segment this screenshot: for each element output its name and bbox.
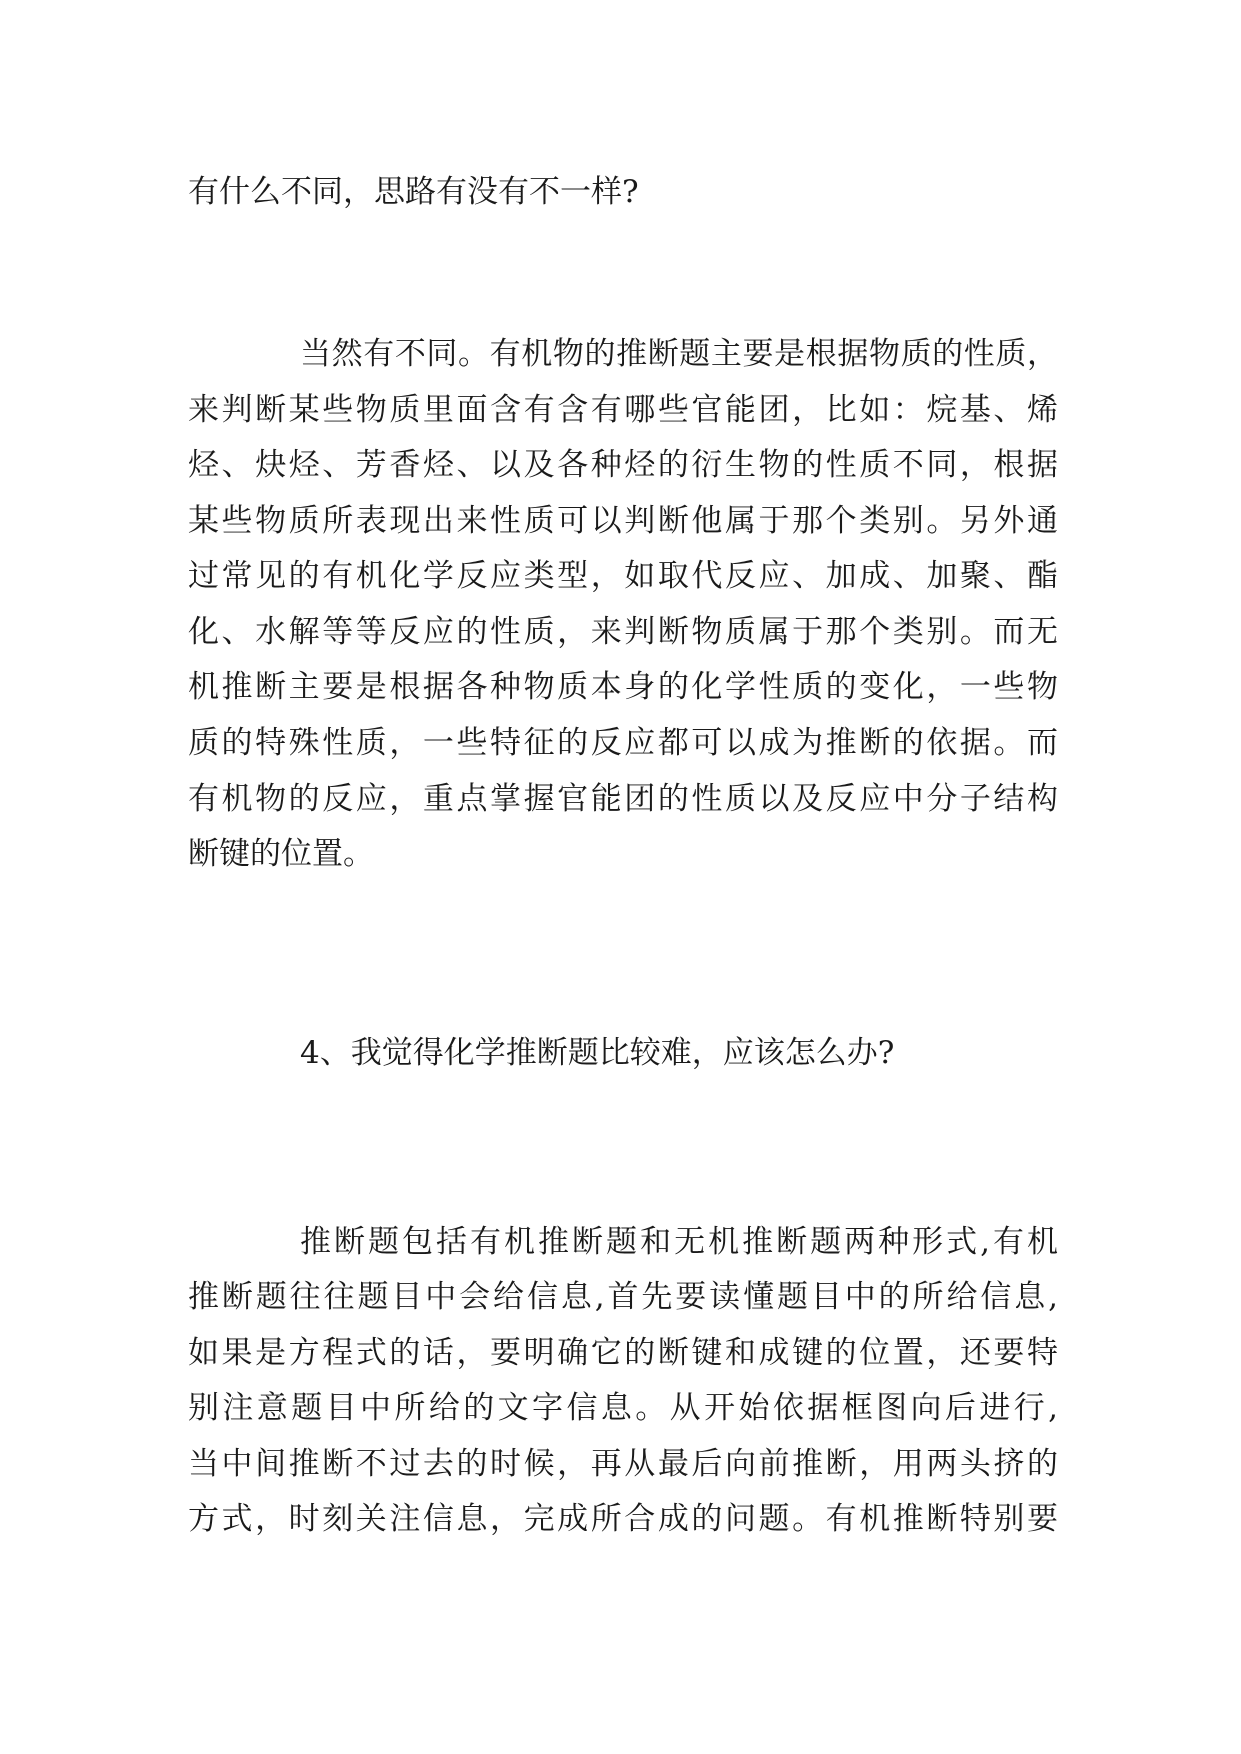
text-line: 某些物质所表现出来性质可以判断他属于那个类别。另外通 <box>188 503 1058 539</box>
text-line: 方式，时刻关注信息，完成所合成的问题。有机推断特别要 <box>188 1501 1058 1537</box>
paragraph-first-line: 当然有不同。有机物的推断题主要是根据物质的性质， <box>300 336 1058 372</box>
text-line: 别注意题目中所给的文字信息。从开始依据框图向后进行, <box>188 1390 1058 1426</box>
text-line: 有什么不同，思路有没有不一样? <box>188 174 639 210</box>
text-line: 如果是方程式的话，要明确它的断键和成键的位置，还要特 <box>188 1335 1058 1371</box>
text-line: 断键的位置。 <box>188 836 374 872</box>
text-line: 当中间推断不过去的时候，再从最后向前推断，用两头挤的 <box>188 1446 1058 1482</box>
paragraph-first-line: 推断题包括有机推断题和无机推断题两种形式,有机 <box>300 1224 1058 1260</box>
text-line: 有机物的反应，重点掌握官能团的性质以及反应中分子结构 <box>188 781 1058 817</box>
text-line: 机推断主要是根据各种物质本身的化学性质的变化，一些物 <box>188 669 1058 705</box>
text-line: 烃、炔烃、芳香烃、以及各种烃的衍生物的性质不同，根据 <box>188 447 1058 483</box>
text-line: 来判断某些物质里面含有含有哪些官能团，比如：烷基、烯 <box>188 392 1058 428</box>
text-line: 过常见的有机化学反应类型，如取代反应、加成、加聚、酯 <box>188 558 1058 594</box>
text-line: 化、水解等等反应的性质，来判断物质属于那个类别。而无 <box>188 614 1058 650</box>
section-heading: 4、我觉得化学推断题比较难，应该怎么办? <box>300 1035 895 1071</box>
text-line: 推断题往往题目中会给信息,首先要读懂题目中的所给信息, <box>188 1279 1058 1315</box>
text-line: 质的特殊性质，一些特征的反应都可以成为推断的依据。而 <box>188 725 1058 761</box>
